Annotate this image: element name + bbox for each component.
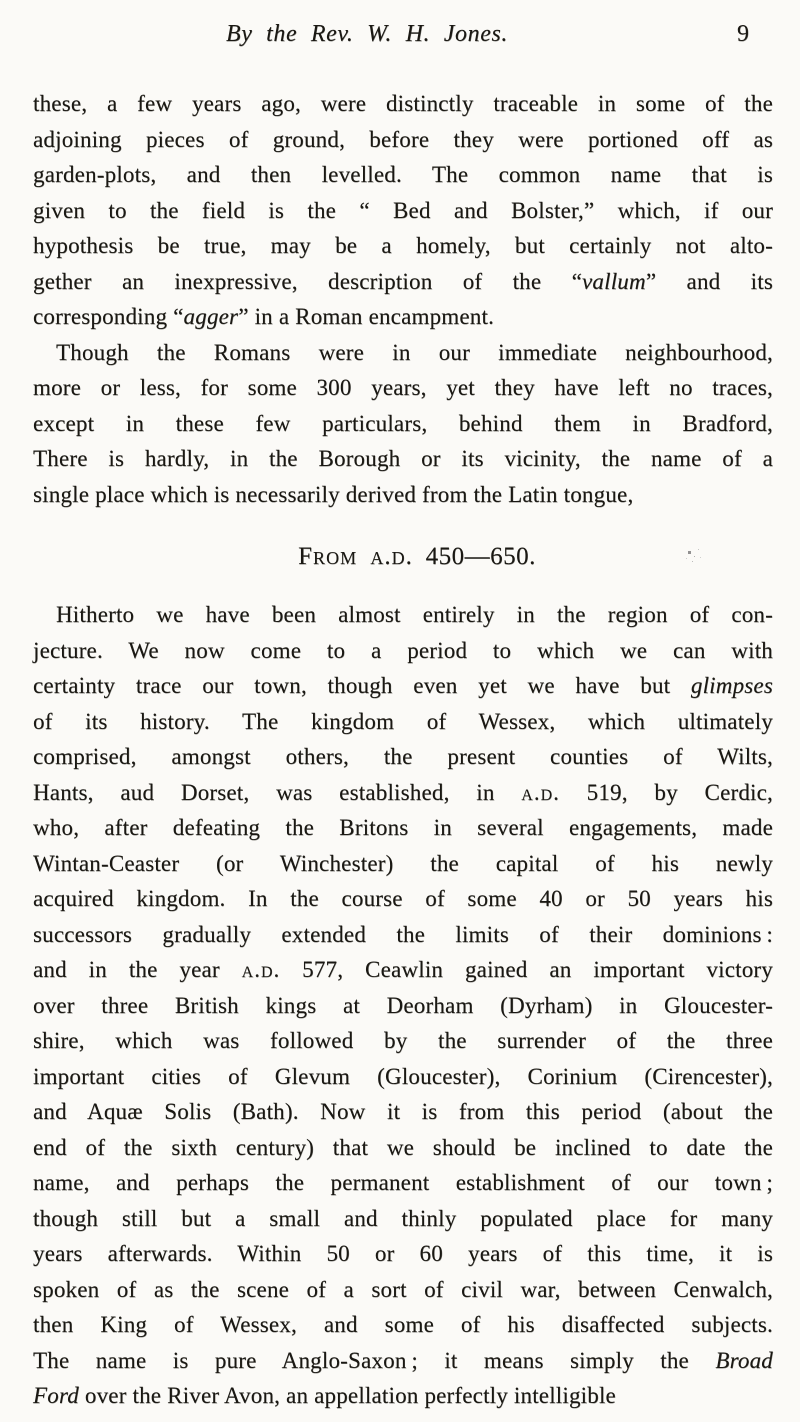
italic-text: glimpses: [690, 673, 773, 698]
text-segment: Wintan-Ceaster (or Winchester) the capital of his newly: [33, 850, 773, 876]
text-segment: hypothesis be true, may be a homely, but certainly not alto-: [33, 233, 773, 258]
text-segment: 519, by Cerdic,: [559, 779, 773, 805]
text-line: [33, 1059, 773, 1095]
italic-text: vallum: [582, 268, 646, 294]
text-segment: and Aquæ Solis (Bath). Now it is from this period (about the: [33, 1099, 773, 1124]
small-caps-text: From: [298, 543, 371, 570]
text-segment: then King of Wessex, and some of his disaffected subjects.: [33, 1312, 773, 1337]
text-segment: these, a few years ago, were distinctly traceable in some of the: [33, 91, 773, 116]
text-segment: 577, Ceawlin gained an important victory: [280, 957, 773, 982]
text-segment: of its history. The kingdom of Wessex, which ultimately: [33, 708, 773, 734]
italic-text: Broad: [715, 1347, 773, 1373]
text-line: [33, 122, 773, 158]
running-header-title: By the Rev. W. H. Jones.: [226, 21, 508, 47]
text-line: [33, 881, 773, 917]
text-line: [33, 1201, 773, 1237]
italic-text: Ford: [33, 1383, 79, 1408]
text-line: [33, 846, 773, 882]
text-line: [33, 1378, 773, 1414]
text-line: [33, 264, 773, 300]
text-line: [33, 917, 773, 953]
text-segment: acquired kingdom. In the course of some 40 or 50 years his: [33, 886, 773, 911]
text-line: [33, 739, 773, 775]
text-line: [33, 1236, 773, 1272]
text-line: [33, 1343, 773, 1379]
text-segment: There is hardly, in the Borough or its vicinity, the name of a: [33, 446, 773, 471]
text-line: [33, 1307, 773, 1343]
text-line: [33, 299, 773, 335]
text-line: [33, 370, 773, 406]
text-line: [33, 775, 773, 811]
text-segment: The name is pure Anglo-Saxon ; it means simply the: [33, 1347, 716, 1373]
text-segment: ” and its: [645, 268, 773, 294]
text-line: [33, 1165, 773, 1201]
text-segment: certainty trace our town, though even yet we have but: [33, 673, 691, 698]
text-segment: Hants, aud Dorset, was established, in: [33, 779, 522, 805]
text-segment: adjoining pieces of ground, before they were portioned off as: [33, 126, 773, 152]
small-caps-text: a.d.: [370, 543, 413, 570]
text-segment: and in the year: [33, 957, 242, 982]
text-segment: name, and perhaps the permanent establishment of our town ;: [33, 1170, 773, 1195]
text-segment: given to the field is the “ Bed and Bolster,” which, if our: [33, 197, 773, 223]
text-line: [33, 1094, 773, 1130]
page-body-text: [33, 86, 773, 1414]
text-segment: over three British kings at Deorham (Dyrham) in Gloucester-: [33, 992, 773, 1018]
text-segment: end of the sixth century) that we should be inclined to date the: [33, 1134, 773, 1160]
paragraph: [33, 597, 773, 1414]
text-segment: who, after defeating the Britons in several engagements, made: [33, 815, 773, 840]
text-segment: comprised, amongst others, the present counties of Wilts,: [33, 744, 773, 769]
text-line: [33, 633, 773, 669]
text-line: [33, 668, 773, 704]
text-line: [33, 406, 773, 442]
text-segment: though still but a small and thinly populated place for many: [33, 1205, 773, 1231]
text-segment: garden-plots, and then levelled. The common name that is: [33, 162, 773, 187]
text-line: [33, 157, 773, 193]
text-segment: Though the Romans were in our immediate neighbourhood,: [56, 339, 773, 365]
text-line: [33, 1272, 773, 1308]
paragraph: [33, 335, 773, 513]
text-line: [33, 228, 773, 264]
text-segment: years afterwards. Within 50 or 60 years of this time, it is: [33, 1241, 773, 1266]
text-line: [33, 477, 773, 513]
text-line: [33, 86, 773, 122]
text-line: [33, 193, 773, 229]
text-line: [33, 335, 773, 371]
text-segment: important cities of Glevum (Gloucester), Corinium (Cirencester),: [33, 1063, 773, 1089]
text-line: [33, 1130, 773, 1166]
text-line: [33, 1023, 773, 1059]
small-caps-text: a.d.: [521, 779, 560, 805]
text-segment: over the River Avon, an appellation perfectly intelligible: [78, 1383, 616, 1408]
running-header: [33, 18, 773, 52]
text-line: [33, 704, 773, 740]
text-line: [33, 597, 773, 633]
text-segment: single place which is necessarily derived from the Latin tongue,: [33, 481, 634, 507]
text-segment: except in these few particulars, behind them in Bradford,: [33, 410, 773, 436]
text-segment: corresponding “: [33, 304, 184, 329]
text-segment: jecture. We now come to a period to which we can with: [33, 637, 773, 663]
section-heading: [33, 542, 773, 572]
italic-text: agger: [183, 304, 239, 329]
text-segment: shire, which was followed by the surrender of the three: [33, 1028, 773, 1053]
text-segment: gether an inexpressive, description of the “: [33, 268, 583, 294]
text-segment: more or less, for some 300 years, yet they have left no traces,: [33, 375, 773, 400]
scan-artifact: [688, 551, 691, 554]
text-segment: ” in a Roman encampment.: [238, 304, 495, 329]
text-line: [33, 810, 773, 846]
text-segment: Hitherto we have been almost entirely in the region of con-: [56, 602, 773, 627]
text-segment: successors gradually extended the limits of their dominions :: [33, 921, 773, 947]
text-segment: 450—650.: [412, 543, 536, 570]
text-segment: spoken of as the scene of a sort of civil war, between Cenwalch,: [33, 1276, 773, 1302]
small-caps-text: a.d.: [241, 957, 281, 982]
page-number: 9: [737, 21, 749, 47]
text-line: [33, 441, 773, 477]
text-line: [33, 952, 773, 988]
text-line: [33, 988, 773, 1024]
paragraph: [33, 86, 773, 335]
